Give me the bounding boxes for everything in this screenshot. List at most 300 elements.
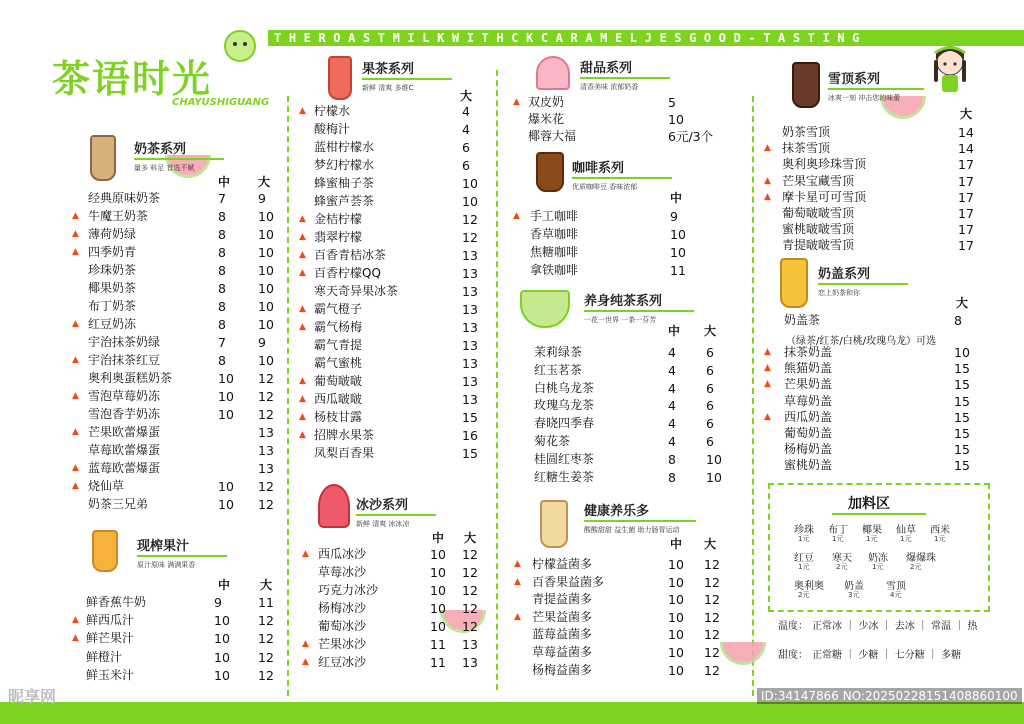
menu-item-price-large: 15 [954,458,970,473]
fire-icon: ▲ [299,106,306,116]
smiley-face-icon [224,30,256,62]
size-medium-header: 中 [668,324,681,338]
menu-item-price-large: 6 [706,416,714,431]
menu-item-price-medium: 10 [668,610,684,625]
fire-icon: ▲ [72,615,79,625]
menu-item-price-large: 13 [462,284,478,299]
menu-item-price-large: 12 [258,497,274,512]
menu-item-name: 蓝柑柠檬水 [314,140,375,154]
menu-item-name: 青提益菌多 [532,592,593,606]
topping-name: 爆爆珠 [906,553,936,564]
topping-name: 椰果 [862,525,882,536]
menu-item-price-large: 13 [462,374,478,389]
menu-item-price-large: 17 [958,238,974,253]
fire-icon: ▲ [299,376,306,386]
menu-item-name: 鲜橙汁 [86,650,123,664]
topping-name: 布丁 [828,525,848,536]
divider-2 [496,70,498,690]
section-smoothie-header [356,494,436,529]
fire-icon: ▲ [72,427,79,437]
menu-item-name: 焦糖咖啡 [530,245,579,259]
section-title: 奶盖系列 [818,267,871,282]
menu-item-price-medium: 8 [668,470,676,485]
section-underline [362,78,452,80]
menu-item-name: 手工咖啡 [530,209,579,223]
menu-item-price-large: 15 [462,410,478,425]
menu-item-name: 柠檬水 [314,104,351,118]
menu-item-price-large: 12 [704,645,720,660]
menu-item-name: 草莓益菌多 [532,645,593,659]
menu-item-price-large: 12 [462,547,478,562]
menu-item-price-large: 13 [462,356,478,371]
divider-1 [287,96,289,696]
section-subtitle: 冰爽一刻 冲击您的味蕾 [828,94,901,102]
menu-item-name: 霸气杨梅 [314,320,363,334]
menu-item-price-large: 12 [258,613,274,628]
section-title: 养身纯茶系列 [584,294,663,309]
menu-item-name: 杨梅冰沙 [318,601,367,615]
menu-item-name: 芒果益菌多 [532,610,593,624]
size-medium-header: 中 [218,175,231,189]
sweetness-label: 甜度： [778,650,808,661]
menu-item-name: 摩卡星可可雪顶 [782,190,867,204]
topping-name: 雪顶 [886,581,906,592]
menu-item-name: 菊花茶 [534,434,571,448]
menu-item-name: 鲜香蕉牛奶 [86,595,147,609]
menu-item-price-large: 16 [462,428,478,443]
menu-item-name: 草莓奶盖 [784,394,833,408]
watermelon-icon [720,642,766,665]
menu-item-price-medium: 10 [218,389,234,404]
section-underline [818,283,908,285]
menu-item-name: 宇治抹茶红豆 [88,353,161,367]
menu-item-price-large: 10 [258,317,274,332]
menu-item-name: 酸梅汁 [314,122,351,136]
menu-item-price-medium: 10 [218,497,234,512]
menu-item-name: 霸气蜜桃 [314,356,363,370]
menu-item-name: 草莓冰沙 [318,565,367,579]
brand-title: 茶语时光 [52,56,213,101]
topping-name: 西米 [930,525,950,536]
size-medium-header: 中 [670,537,683,551]
menu-item-price-large: 17 [958,174,974,189]
menu-item-price: 10 [670,245,686,260]
menu-item-price-large: 12 [462,565,478,580]
menu-item-name: 宇治抹茶奶绿 [88,335,161,349]
menu-item-price-large: 12 [462,601,478,616]
section-underline [356,514,436,516]
menu-item-name: 蜜桃啵啵雪顶 [782,222,855,236]
section-title: 健康养乐多 [584,504,650,519]
fire-icon: ▲ [72,481,79,491]
menu-item-name: 青提啵啵雪顶 [782,238,855,252]
menu-item-price: 5 [668,95,676,110]
fire-icon: ▲ [513,97,520,107]
topping-name: 奶冻 [868,553,888,564]
menu-item-name: 葡萄啵啵雪顶 [782,206,855,220]
menu-item-price-large: 12 [258,479,274,494]
menu-item-price-medium: 4 [668,381,676,396]
menu-item-price-large: 15 [954,410,970,425]
menu-item-price-large: 13 [258,443,274,458]
topping-name: 红豆 [794,553,814,564]
menu-item-price-medium: 8 [668,452,676,467]
menu-item-price-large: 10 [258,263,274,278]
topping-name: 奥利奥 [794,581,824,592]
menu-item-price-medium: 4 [668,345,676,360]
menu-item-price-large: 12 [258,668,274,683]
topping-name: 奶盖 [844,581,864,592]
watermark-id: ID:34147866 NO:20250228151408860100 [757,688,1022,704]
yakult-cup-icon [540,500,568,548]
fire-icon: ▲ [764,143,771,153]
section-underline [134,158,224,160]
topping-name: 仙草 [896,525,916,536]
menu-item-price-large: 6 [462,158,470,173]
menu-item-price-medium: 10 [430,601,446,616]
menu-item-name: 芒果奶盖 [784,377,833,391]
menu-item-price-medium: 4 [668,416,676,431]
menu-item-price-large: 10 [954,345,970,360]
menu-item-price-large: 10 [258,227,274,242]
menu-item-price-medium: 4 [668,398,676,413]
menu-item-price-large: 10 [706,470,722,485]
size-large-header: 大 [464,531,477,545]
topping-price: 4元 [890,591,902,599]
menu-item-price-large: 15 [954,377,970,392]
menu-item-price-medium: 8 [218,317,226,332]
menu-item-price-large: 13 [258,461,274,476]
menu-item-name: 牛魔王奶茶 [88,209,149,223]
section-title: 果茶系列 [362,62,415,77]
menu-item-price-large: 10 [258,281,274,296]
menu-item-name: 茉莉绿茶 [534,345,583,359]
menu-item-name: 霸气青提 [314,338,363,352]
menu-item-price: 9 [670,209,678,224]
topping-price: 1元 [832,535,844,543]
toppings-box [768,483,990,612]
size-large-header: 大 [956,296,969,310]
juice-cup-icon [92,530,118,572]
menu-item-price-medium: 10 [218,371,234,386]
bottom-bar [0,702,1024,724]
fire-icon: ▲ [72,355,79,365]
menu-item-name: 芒果欧蕾爆蛋 [88,425,161,439]
menu-item-price-large: 13 [462,655,478,670]
section-subtitle: 酸酸甜甜 益生菌 助力肠胃运动 [584,526,680,534]
fire-icon: ▲ [72,319,79,329]
menu-item-name: 凤梨百香果 [314,446,375,460]
topping-name: 珍珠 [794,525,814,536]
toppings-title: 加料区 [848,496,890,512]
menu-item-price-large: 11 [258,595,274,610]
menu-item-name: 西瓜奶盖 [784,410,833,424]
menu-item-price-large: 17 [958,190,974,205]
fire-icon: ▲ [764,176,771,186]
section-subtitle: 清香美味 浓郁奶香 [580,83,639,91]
size-large-header: 大 [704,324,717,338]
menu-item-price-large: 13 [462,338,478,353]
fire-icon: ▲ [72,211,79,221]
menu-item-price-medium: 8 [218,245,226,260]
section-title: 奶茶系列 [134,142,187,157]
fire-icon: ▲ [513,211,520,221]
menu-item-price-large: 13 [258,425,274,440]
section-subtitle: 一花一世界 一茶一芬芳 [584,316,657,324]
menu-item-price-medium: 10 [430,583,446,598]
menu-item-price-medium: 11 [430,637,446,652]
menu-item-price-large: 4 [462,104,470,119]
menu-item-price-large: 10 [258,209,274,224]
menu-item-name: 翡翠柠檬 [314,230,363,244]
menu-item-price-large: 10 [258,299,274,314]
topping-price: 1元 [900,535,912,543]
menu-item-price-medium: 10 [668,645,684,660]
fire-icon: ▲ [72,391,79,401]
size-large-header: 大 [460,89,473,103]
fire-icon: ▲ [514,559,521,569]
menu-item-price-medium: 10 [668,663,684,678]
section-subtitle: 量多 料足 首选不赋 [134,164,195,172]
menu-item-name: 蜜桃奶盖 [784,458,833,472]
section-snow-top-header [828,68,924,103]
section-title: 咖啡系列 [572,161,625,176]
section-underline [580,77,670,79]
menu-item-price-large: 10 [258,245,274,260]
menu-item-price-medium: 10 [214,631,230,646]
menu-item-name: 雪泡草莓奶冻 [88,389,161,403]
watermark-site: 昵享网 [8,687,57,706]
menu-item-price-medium: 7 [218,191,226,206]
snow-top-cup-icon [792,62,820,108]
menu-item-price-medium: 10 [668,575,684,590]
toppings-title-underline [832,513,926,515]
menu-item-name: 布丁奶茶 [88,299,137,313]
size-large-header: 大 [258,175,271,189]
menu-item-price-medium: 8 [218,281,226,296]
cheese-tea-cup-icon [780,258,808,308]
menu-item-name: 雪泡香芋奶冻 [88,407,161,421]
fire-icon: ▲ [302,657,309,667]
banner-text: THEROASTMILKWITHCKCARAMELJESGOOD-TASTING [274,31,867,45]
menu-item-name: 梦幻柠檬水 [314,158,375,172]
menu-item-price-medium: 8 [218,299,226,314]
fire-icon: ▲ [299,250,306,260]
menu-item-price: 11 [670,263,686,278]
size-medium-header: 中 [432,531,445,545]
menu-item-name: 蓝莓益菌多 [532,627,593,641]
section-milk-tea-header [134,138,224,173]
menu-item-price-medium: 10 [214,668,230,683]
menu-item-name: 芒果冰沙 [318,637,367,651]
menu-item-name: 杨梅奶盖 [784,442,833,456]
fire-icon: ▲ [299,430,306,440]
temperature-options: 正常冰 ｜ 少冰 ｜ 去冰 ｜ 常温 ｜ 热 [812,621,978,632]
menu-item-price-medium: 11 [430,655,446,670]
divider-3 [752,96,754,696]
size-large-header: 大 [960,107,973,121]
menu-item-name: 葡萄啵啵 [314,374,363,388]
menu-item-name: 巧克力冰沙 [318,583,379,597]
menu-item-price: 10 [670,227,686,242]
menu-item-price-large: 15 [954,442,970,457]
menu-item-name: 鲜芒果汁 [86,631,135,645]
menu-item-name: 薄荷奶绿 [88,227,137,241]
menu-item-price: 10 [668,112,684,127]
fire-icon: ▲ [72,229,79,239]
section-subtitle: 优质咖啡豆 香味浓郁 [572,183,638,191]
fruit-tea-cup-icon [328,56,352,100]
topping-price: 1元 [798,535,810,543]
menu-item-price-medium: 10 [668,627,684,642]
fire-icon: ▲ [72,633,79,643]
section-subtitle: 恋上奶茶和你 [818,289,860,297]
fire-icon: ▲ [764,412,771,422]
menu-item-price-large: 14 [958,125,974,140]
menu-item-name: 珍珠奶茶 [88,263,137,277]
topping-price: 2元 [910,563,922,571]
menu-item-name: 招牌水果茶 [314,428,375,442]
fire-icon: ▲ [299,232,306,242]
menu-item-name: 红糖生姜茶 [534,470,595,484]
menu-item-price-medium: 8 [218,353,226,368]
fire-icon: ▲ [514,612,521,622]
sweetness-options: 正常糖 ｜ 少糖 ｜ 七分糖 ｜ 多糖 [812,650,962,661]
menu-item-name: 杨枝甘露 [314,410,363,424]
menu-item-name: 抹茶奶盖 [784,345,833,359]
menu-item-price-medium: 10 [430,619,446,634]
menu-item-name: 葡萄冰沙 [318,619,367,633]
menu-item-price-large: 17 [958,157,974,172]
fire-icon: ▲ [299,304,306,314]
topping-price: 1元 [934,535,946,543]
section-coffee-header [572,157,672,192]
section-underline [572,177,672,179]
menu-item-price: 6元/3个 [668,129,714,144]
menu-item-name: 四季奶青 [88,245,137,259]
brand-subtitle: CHAYUSHIGUANG [172,97,270,108]
menu-item-price-large: 6 [706,398,714,413]
menu-item-price-medium: 9 [214,595,222,610]
topping-name: 寒天 [832,553,852,564]
section-fruit-tea-header [362,58,452,93]
menu-item-name: 奥利奥蛋糕奶茶 [88,371,173,385]
fire-icon: ▲ [764,192,771,202]
menu-item-price-large: 13 [462,266,478,281]
menu-item-price-large: 10 [258,353,274,368]
fire-icon: ▲ [299,412,306,422]
menu-item-price-large: 12 [462,619,478,634]
fire-icon: ▲ [764,347,771,357]
menu-item-name: 红玉茗茶 [534,363,583,377]
menu-item-name: 拿铁咖啡 [530,263,579,277]
menu-item-price-large: 12 [258,650,274,665]
size-medium-header: 中 [670,191,683,205]
size-medium-header: 中 [218,578,231,592]
menu-item-price-large: 15 [954,394,970,409]
menu-item-price-medium: 10 [214,650,230,665]
menu-item-name: 红豆奶冻 [88,317,137,331]
menu-item-name: 杨梅益菌多 [532,663,593,677]
menu-item-price-medium: 10 [218,407,234,422]
menu-item-name: 桂圆红枣茶 [534,452,595,466]
menu-item-price-large: 14 [958,141,974,156]
size-large-header: 大 [260,578,273,592]
fire-icon: ▲ [72,463,79,473]
section-underline [828,88,924,90]
menu-item-price-large: 13 [462,392,478,407]
fire-icon: ▲ [299,268,306,278]
menu-item-price-large: 12 [462,230,478,245]
section-subtitle: 新鲜 清爽 冰冰凉 [356,520,410,528]
menu-item-name: 霸气橙子 [314,302,363,316]
menu-item-price-large: 15 [462,446,478,461]
coffee-cup-icon [536,152,564,192]
menu-item-price-large: 12 [704,663,720,678]
menu-item-price-large: 15 [954,361,970,376]
menu-item-price-large: 6 [706,345,714,360]
menu-item-price-large: 12 [704,557,720,572]
section-underline [584,520,696,522]
menu-item-price-large: 17 [958,222,974,237]
milk-tea-cup-icon [90,135,116,181]
menu-item-price-medium: 10 [218,479,234,494]
menu-item-price-large: 12 [258,407,274,422]
menu-item-price-large: 12 [258,389,274,404]
menu-item-name: 椰果奶茶 [88,281,137,295]
section-title: 现榨果汁 [137,539,190,554]
menu-item-price-large: 12 [704,610,720,625]
section-underline [584,310,694,312]
section-dessert-header [580,57,670,92]
menu-item-name: 鲜玉米汁 [86,668,135,682]
menu-item-name: 百香果益菌多 [532,575,605,589]
menu-item-price-large: 9 [258,191,266,206]
menu-item-price-medium: 10 [430,565,446,580]
menu-item-price-large: 13 [462,637,478,652]
menu-item-name: 奶茶雪顶 [782,125,831,139]
menu-item-name: 香草咖啡 [530,227,579,241]
menu-item-price-large: 15 [954,426,970,441]
section-underline [137,555,227,557]
menu-item-price-medium: 8 [218,209,226,224]
smoothie-cup-icon [318,484,350,528]
menu-item-price-large: 12 [258,371,274,386]
menu-item-price-large: 12 [704,575,720,590]
menu-item-price-large: 12 [462,583,478,598]
menu-item-price-large: 10 [462,194,478,209]
menu-item-name: 金桔柠檬 [314,212,363,226]
menu-item-name: 奥利奥珍珠雪顶 [782,157,867,171]
menu-item-name: 西瓜冰沙 [318,547,367,561]
menu-item-price-large: 9 [258,335,266,350]
temperature-label: 温度： [778,621,808,632]
menu-item-price-large: 13 [462,302,478,317]
menu-item-name: 双皮奶 [528,95,565,109]
menu-item-name: 百香青桔冰茶 [314,248,387,262]
tea-cup-icon [520,290,570,328]
topping-price: 1元 [872,563,884,571]
menu-item-price-large: 12 [704,592,720,607]
menu-item-price-large: 6 [462,140,470,155]
menu-item-name: 春晓四季春 [534,416,595,430]
section-pure-tea-header [584,290,694,325]
menu-item-price-large: 17 [958,206,974,221]
menu-item-price-medium: 7 [218,335,226,350]
section-cheese-header [818,263,908,298]
section-subtitle: 新鲜 清爽 多维C [362,84,414,92]
menu-item-price-large: 6 [706,363,714,378]
